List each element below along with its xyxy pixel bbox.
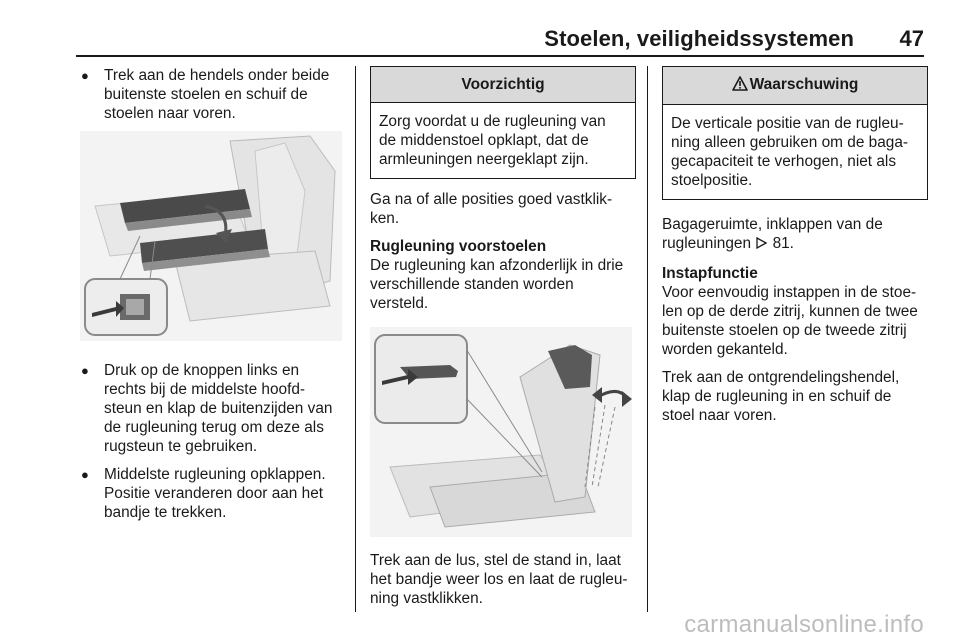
header-rule (76, 55, 924, 57)
bullet-text: Middelste rugleuning opklappen. Positie veranderen door aan het bandje te trekken. (104, 466, 326, 521)
paragraph: Trek aan de lus, stel de stand in, laat het bandje weer los en laat de rugleu-ning vastklikken. (370, 552, 628, 607)
column-divider (355, 66, 356, 612)
illustration-seat-armrest (80, 131, 342, 341)
paragraph: Voor eenvoudig instappen in de stoe-len op de derde zitrij, kunnen de twee buitenste stoelen op de tweede zitrij worden gekanteld. (662, 284, 918, 358)
subheading: Instapfunctie (662, 265, 758, 282)
caution-box (370, 66, 636, 179)
bullet-item (80, 361, 342, 456)
bullet-text: Druk op de knoppen links en rechts bij de middelste hoofd-steun en klap de buitenzijden van de rugleuning terug om deze als rugsteun te gebruiken. (104, 362, 333, 455)
warning-box (662, 66, 928, 200)
paragraph: De rugleuning kan afzonderlijk in drie verschillende standen worden versteld. (370, 257, 624, 312)
paragraph: Trek aan de ontgrendelingshendel, klap de rugleuning in en schuif de stoel naar voren. (662, 369, 900, 424)
bullet-text: Trek aan de hendels onder beide buitenste stoelen en schuif de stoelen naar voren. (104, 67, 330, 122)
paragraph: Ga na of alle posities goed vastklik-ken. (370, 191, 613, 227)
reference-page-link[interactable]: 81. (772, 235, 794, 252)
column-left (80, 66, 342, 522)
caution-title: Voorzichtig (371, 67, 635, 103)
column-middle (370, 66, 636, 608)
warning-header (663, 67, 927, 105)
paragraph-reference (662, 215, 928, 254)
subheading: Rugleuning voorstoelen (370, 238, 547, 255)
caution-text: Zorg voordat u de rugleuning van de middenstoel opklapt, dat de armleuningen neergeklapt zijn. (379, 113, 606, 168)
reference-text: Bagageruimte, inklappen van de rugleuningen (662, 216, 883, 252)
column-divider (647, 66, 648, 612)
warning-title: Waarschuwing (749, 76, 859, 93)
warning-text: De verticale positie van de rugleu-ning alleen gebruiken om de baga-gecapaciteit te verhogen, niet als stoelpositie. (671, 115, 909, 189)
column-right (662, 66, 928, 425)
watermark: carmanualsonline.info (684, 611, 924, 638)
page-header-title: Stoelen, veiligheidssystemen (544, 26, 854, 51)
bullet-item (80, 465, 342, 522)
illustration-seat-backrest (370, 327, 632, 537)
page-reference-arrow-icon (756, 235, 767, 254)
warning-triangle-icon (732, 76, 748, 96)
page-number: 47 (899, 26, 924, 51)
bullet-item (80, 66, 342, 123)
